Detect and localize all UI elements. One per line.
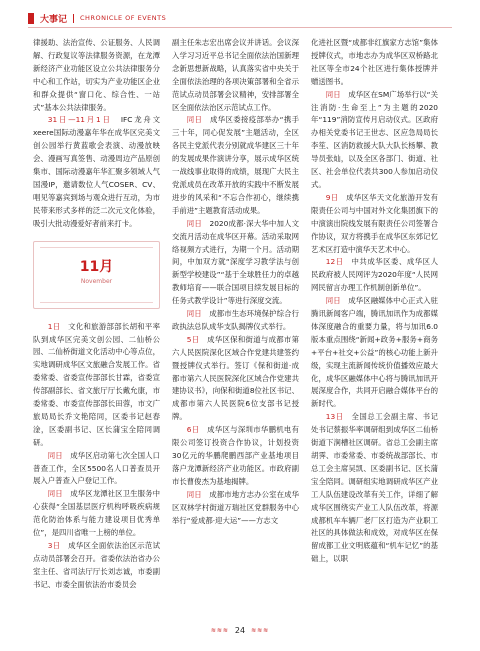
header-accent-bar xyxy=(28,13,34,24)
entry-text: 全国总工会副主席、书记处书记蔡振华率调研组到成华区二仙桥街道下涧槽社区调研。省总工会副主席胡霁、市委常委、市委统战部部长、市总工会主席吴凯、区委副书记、区长蒲宝全陪同。调研组实地调研成华区产业工人队伍建设改革有关工作，详细了解成华区围绕实产业工人队伍改革，将源成都机车车辆厂老厂区打造为产业职工社区的具体做法和成效，对成华区在保留成都工业文明底蕴和“机车记忆”的基础上，以职 xyxy=(311,412,438,564)
entry-text: 成华区融媒体中心正式入驻腾讯新闻客户端，腾讯加讯作为成都媒体深度融合的重要力量，将与加讯6.0版本重点围绕“新闻+政务+服务+商务+平台+社交+公益”的核心功能上新升级，实现主流新闻传统价值播效应最大化，成华区融媒体中心将与腾讯加讯开展深度合作，共同开启融合媒体平台的新时代。 xyxy=(311,296,438,409)
entry-date: 3日 xyxy=(47,541,61,550)
entry-date: 同日 xyxy=(186,218,202,228)
entry-paragraph xyxy=(33,540,160,592)
entry-date: 同日 xyxy=(325,296,341,306)
entry-text: 中共成华区委、成华区人民政府被人民网评为2020年度“人民网网民留言办理工作机制创新单位”。 xyxy=(311,257,438,293)
header-rule xyxy=(28,27,452,28)
entry-date: 13日 xyxy=(325,412,344,422)
text-column-3 xyxy=(311,37,438,566)
entry-date: 1日 xyxy=(47,321,61,331)
header-divider xyxy=(73,14,74,23)
month-heading-box xyxy=(33,241,160,309)
entry-paragraph xyxy=(172,424,299,489)
entry-paragraph xyxy=(33,114,160,230)
entry-text: IFC龙舟文xeere国际动漫嘉年华在成华区完美文创公园举行黄蓝歌会表演、动漫放映会、漫画写真签售、动漫周边产品原创集市、国际动漫嘉年华汇聚多领域人气国漫IP，邀请数位人气COSER、CV、唱见等嘉宾到场与观众进行互动，为市民带来形式多样的泛二次元文化体验，吸引大批动漫爱好者前来打卡。 xyxy=(33,115,160,228)
month-english: November xyxy=(80,277,113,285)
paragraph: 化进社区暨“成都非红旗家方志馆”集体授牌仪式，市地志办为成华区双桥路北社区等全市24个社区进行集体授牌并赠送图书。 xyxy=(311,38,438,86)
section-title: 大事记 xyxy=(40,14,68,25)
entry-paragraph xyxy=(33,321,160,450)
entry-paragraph xyxy=(172,334,299,424)
entry-paragraph xyxy=(172,114,299,217)
entry-text: 成华区华天文化旅游开发有限责任公司与中国对外文化集团旗下的中演演出院线发展有限责任公司签署合作协议，双方将携手在成华区东郊记忆艺术区打造中演华天艺术中心。 xyxy=(311,192,438,254)
text-column-1 xyxy=(33,37,160,592)
paragraph: 律援助、法治宣传、公证服务、人民调解、行政复议等法律服务资源，在龙潭新经济产业功能区设立公共法律服务分中心和工作站，切实为产业功能区企业和群众提供“窗口化、综合性、一站式”基本公共法律服务。 xyxy=(33,38,160,112)
entry-text: 成都市生态环境保护综合行政执法总队成华支队揭牌仪式举行。 xyxy=(172,309,299,331)
entry-text: 成华区全面依法治区示范试点动员部署会召开。省委依法治省办公室主任、省司法厅厅长刘志诚，市委副书记、市委全面依法治市委员会 xyxy=(33,541,160,589)
entry-text: 2020成都·深大华中加人文交流月活动在成华区开幕。活动采取网络视频方式进行，为期一个月。活动期间，中加双方就“深度学习教学法与创新型学校建设”“基于全球胜任力的卓越教师培育——联合国项目续发展目标的任务式教学设计”等进行深度交流。 xyxy=(172,218,299,306)
entry-date: 同日 xyxy=(186,115,203,125)
entry-text: 成华区委接疫部举办“携手三十年，同心促发展”主题活动，全区各民主党派代表分别就成华建区三十年的发展成果作演讲分享，展示成华区统一战线事业取得的成绩，展现广大民主党派成员在改革开放的实践中不断发展进步的风采和“不忘合作初心，继续携手前进”主题教育活动成果。 xyxy=(172,115,299,215)
entry-text: 成华区与深圳市华鹏机电有限公司签订投资合作协议，计划投资30亿元的华鹏爬鹏西部产业基地项目落户龙潭新经济产业功能区。市政府副市长曹俊杰为基地揭牌。 xyxy=(172,425,299,486)
entry-paragraph xyxy=(311,411,438,566)
entry-paragraph xyxy=(311,192,438,257)
entry-paragraph xyxy=(172,218,299,308)
section-subtitle: CHRONICLE OF EVENTS xyxy=(80,14,167,22)
entry-date: 31日—11月1日 xyxy=(47,115,112,125)
entry-paragraph xyxy=(311,89,438,192)
entry-paragraph xyxy=(33,488,160,540)
entry-paragraph xyxy=(311,256,438,295)
entry-date: 同日 xyxy=(47,450,63,460)
footer-ornament-right: ≋≋≋ xyxy=(251,626,270,634)
footer-ornament-left: ≋≋≋ xyxy=(210,626,229,634)
entry-text: 成华区在SM广场举行以“关注消防·生命至上”为主题的2020年“119”消防宣传月启动仪式。区政府办相关党委书记王世志、区应急局局长李笙、区消防救援大队大队长杨攀、教导员张灿，以及全区各部门、街道、社区、社会单位代表共300人参加启动仪式。 xyxy=(311,89,438,189)
entry-text: 成华区龙潭社区卫生服务中心获得“全国基层医疗机构呼吸疾病规范化防治体系与能力建设项目优秀单位”，是四川省唯一上榜的单位。 xyxy=(33,489,160,538)
page-footer xyxy=(0,623,480,637)
page-header xyxy=(28,10,166,26)
entry-text: 成华区启动第七次全国人口普查工作，全区5500名人口普查员开展入户普查入户登记工作。 xyxy=(33,450,160,486)
entry-paragraph xyxy=(172,308,299,334)
entry-date: 同日 xyxy=(186,309,202,319)
entry-date: 同日 xyxy=(186,489,202,499)
entry-date: 12日 xyxy=(325,257,344,267)
entry-paragraph xyxy=(33,450,160,489)
entry-date: 6日 xyxy=(186,425,200,435)
text-column-2 xyxy=(172,37,299,527)
month-label: 11月 xyxy=(79,258,114,275)
paragraph: 副主任朱志宏出席会议并讲话。会议深入学习习近平总书记全面依法治国新理念新思想新战略，认真落实省中央关于全面依法治理的各项决策部署和全省示范试点动员部署会议精神，安排部署全区全面依法治区示范试点工作。 xyxy=(172,38,299,112)
entry-paragraph xyxy=(311,295,438,411)
entry-date: 9日 xyxy=(325,192,339,202)
page-number: 24 xyxy=(234,625,246,635)
entry-date: 同日 xyxy=(47,489,63,499)
entry-text: 成都市地方志办公室在成华区双林学村街道万瑞社区党群服务中心举行“爱成都·迎大运”——方志文 xyxy=(172,489,299,525)
entry-date: 5日 xyxy=(186,334,200,344)
entry-date: 同日 xyxy=(325,89,341,99)
entry-text: 文化和旅游部部长胡和平率队到成华区完美文创公园、二仙桥公园、二仙桥街道文化活动中心等点位，实地调研成华区文旅融合发展工作。省委常委、省委宣传部部长甘霖，省委宣传部副部长、省文旅厅厅长戴允康，市委常委、市委宣传部部长田蓉，市文广旅局局长乔文艳陪同，区委书记赵春淦，区委副书记、区长蒲宝全陪同调研。 xyxy=(33,321,160,447)
entry-paragraph xyxy=(172,489,299,528)
entry-text: 成华区保和街道与成都市第六人民医院深化区域合作党建共建签约暨授牌仪式举行。签订《保和街道·成都市第六人民医院深化区域合作党建共建协议书》，向保和街道8位社区书记、成都市第六人民医院6位支部书记授牌。 xyxy=(172,334,299,422)
